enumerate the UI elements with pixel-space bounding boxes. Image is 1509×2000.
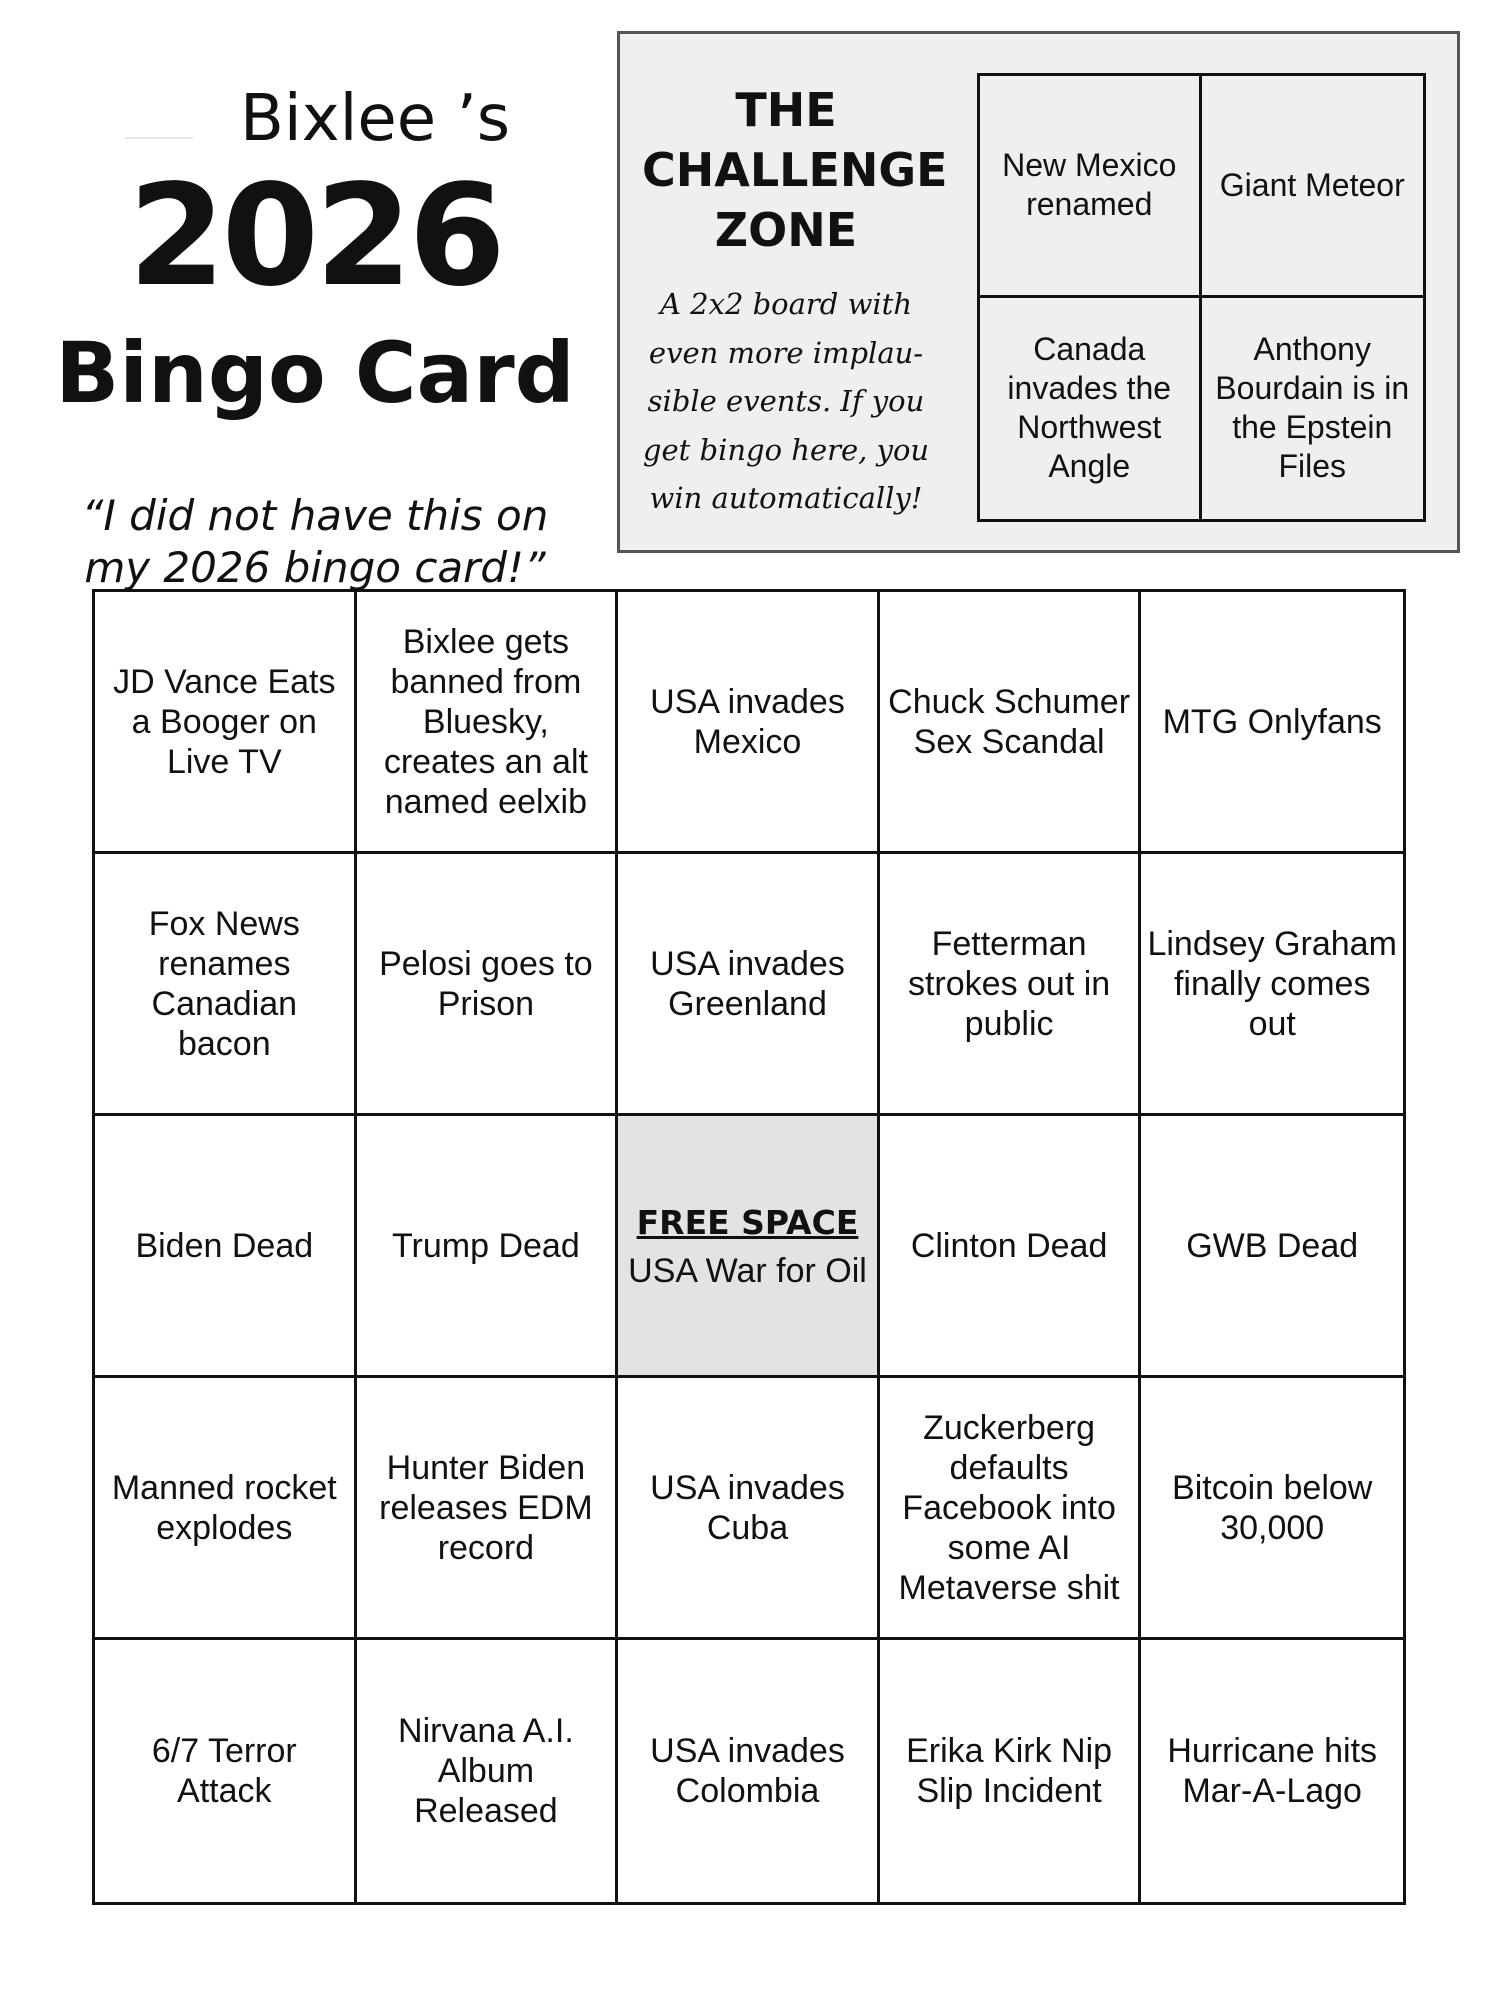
bingo-cell[interactable]: Zuckerberg defaults Facebook into some AI Metaverse shit <box>880 1378 1142 1640</box>
card-year: 2026 <box>128 155 502 318</box>
bingo-cell[interactable]: Fetterman strokes out in public <box>880 854 1142 1116</box>
bingo-cell[interactable]: Erika Kirk Nip Slip Incident <box>880 1640 1142 1902</box>
bingo-cell[interactable]: USA invades Greenland <box>618 854 880 1116</box>
bingo-cell[interactable]: Hurricane hits Mar-A-Lago <box>1141 1640 1403 1902</box>
bingo-cell[interactable]: Hunter Biden releases EDM record <box>357 1378 619 1640</box>
challenge-cell[interactable]: Giant Meteor <box>1202 76 1424 298</box>
card-title: Bingo Card <box>55 324 575 422</box>
free-space-text: USA War for Oil <box>628 1251 867 1290</box>
bingo-cell[interactable]: USA invades Colombia <box>618 1640 880 1902</box>
card-owner: Bixlee ’s <box>240 82 511 156</box>
bingo-cell[interactable]: Biden Dead <box>95 1116 357 1378</box>
challenge-cell[interactable]: Anthony Bourdain is in the Epstein Files <box>1215 331 1410 485</box>
bingo-cell[interactable]: Pelosi goes to Prison <box>357 854 619 1116</box>
bingo-cell[interactable]: 6/7 Terror Attack <box>95 1640 357 1902</box>
challenge-cell[interactable]: New Mexico renamed <box>980 76 1202 298</box>
bingo-cell[interactable]: Bixlee gets banned from Bluesky, creates an alt named eelxib <box>357 592 619 854</box>
challenge-zone-description: A 2x2 board with even more implau-sible events. If you get bingo here, you win automatically! <box>642 287 930 515</box>
bingo-cell[interactable]: MTG Onlyfans <box>1141 592 1403 854</box>
challenge-zone <box>617 31 1460 553</box>
bingo-cell[interactable]: Clinton Dead <box>880 1116 1142 1378</box>
bingo-cell[interactable]: Bitcoin below 30,000 <box>1141 1378 1403 1640</box>
title-block <box>55 80 575 592</box>
bingo-board <box>92 589 1406 1905</box>
card-quote: “I did not have this on my 2026 bingo card!” <box>81 491 549 592</box>
challenge-cell[interactable]: Canada invades the Northwest Angle <box>980 298 1202 520</box>
bingo-cell[interactable]: GWB Dead <box>1141 1116 1403 1378</box>
bingo-cell[interactable]: Chuck Schumer Sex Scandal <box>880 592 1142 854</box>
bingo-cell[interactable]: Trump Dead <box>357 1116 619 1378</box>
bingo-cell[interactable]: USA invades Cuba <box>618 1378 880 1640</box>
challenge-grid <box>977 73 1426 522</box>
bingo-cell[interactable]: Fox News renames Canadian bacon <box>95 854 357 1116</box>
free-space-cell[interactable] <box>618 1116 880 1378</box>
bingo-cell[interactable]: Nirvana A.I. Album Released <box>357 1640 619 1902</box>
decorative-dash <box>125 137 193 139</box>
challenge-zone-title: THE CHALLENGE ZONE <box>642 83 948 257</box>
bingo-cell[interactable]: Manned rocket explodes <box>95 1378 357 1640</box>
bingo-cell[interactable]: JD Vance Eats a Booger on Live TV <box>95 592 357 854</box>
bingo-cell[interactable]: USA invades Mexico <box>618 592 880 854</box>
free-space-label: FREE SPACE <box>636 1202 859 1242</box>
bingo-cell[interactable]: Lindsey Graham finally comes out <box>1141 854 1403 1116</box>
